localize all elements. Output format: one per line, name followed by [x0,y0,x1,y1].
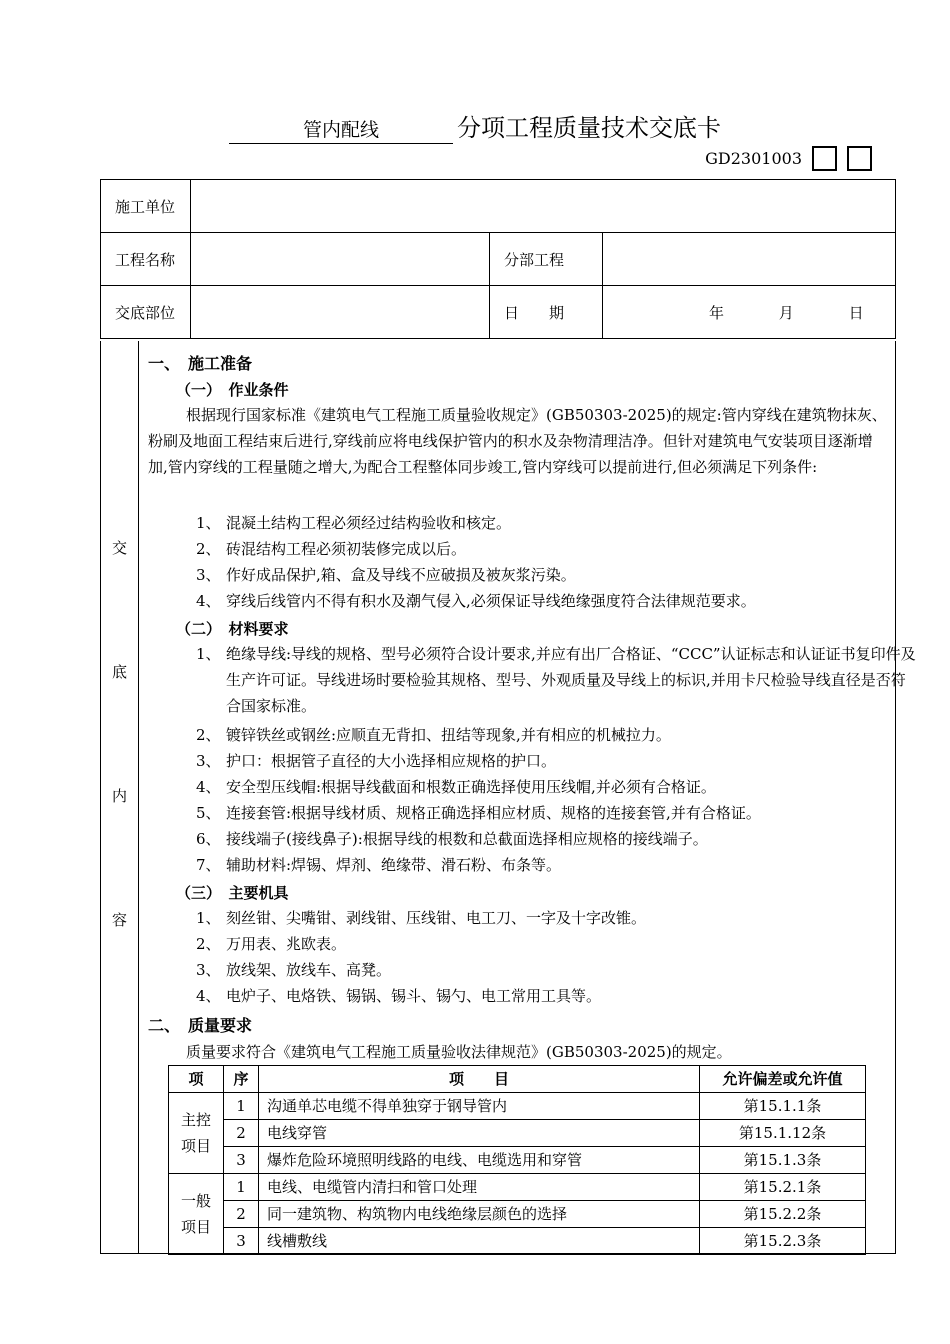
table-row: 一般项目 1 电线、电缆管内清扫和管口处理 第15.2.1条 [169,1174,866,1201]
part-label: 交底部位 [101,286,191,339]
side-char: 容 [112,911,128,929]
col-header: 允许偏差或允许值 [700,1066,866,1093]
list-item: 1、 绝缘导线:导线的规格、型号必须符合设计要求,并应有出厂合格证、“CCC”认证标志和认证证书复印件及生产许可证。导线进场时要检验其规格、型号、外观质量及导线上的标识,并用卡尺检验导线直径是否符合国家标准。 [196,645,916,715]
side-char: 底 [112,663,128,681]
page-title [0,108,950,144]
list-item: 4、 穿线后线管内不得有积水及潮气侵入,必须保证导线绝缘强度符合法律规范要求。 [196,592,756,610]
col-header: 序 [224,1066,259,1093]
division-label: 分部工程 [490,233,603,286]
sub3-title: （三） 主要机具 [176,884,289,902]
section1-title: 一、 施工准备 [148,354,253,373]
title-blank-field: 管内配线 [229,115,453,144]
checkbox-1[interactable] [812,146,837,171]
side-label-column [101,341,139,1253]
list-item: 3、 护口：根据管子直径的大小选择相应规格的护口。 [196,752,557,770]
col-header: 项 目 [259,1066,700,1093]
quality-table [168,1065,866,1255]
group-cell: 一般项目 [169,1174,224,1255]
document-code [705,146,872,171]
section2-paragraph: 质量要求符合《建筑电气工程施工质量验收法律规范》(GB50303-2025)的规定。 [186,1043,732,1061]
part-value[interactable] [191,286,490,339]
list-item: 1、 混凝土结构工程必须经过结构验收和核定。 [196,514,512,532]
unit-label: 施工单位 [101,180,191,233]
list-item: 1、 刻丝钳、尖嘴钳、剥线钳、压线钳、电工刀、一字及十字改锥。 [196,909,647,927]
disclosure-content [100,341,916,1254]
table-row: 2 电线穿管 第15.1.12条 [169,1120,866,1147]
date-month: 月 [778,303,794,322]
date-year: 年 [709,303,725,322]
list-item: 7、 辅助材料:焊锡、焊剂、绝缘带、滑石粉、布条等。 [196,856,562,874]
date-day: 日 [848,303,864,322]
division-value[interactable] [603,233,896,286]
checkbox-2[interactable] [847,146,872,171]
project-value[interactable] [191,233,490,286]
list-item: 4、 电炉子、电烙铁、锡锅、锡斗、锡勺、电工常用工具等。 [196,987,602,1005]
col-header: 项 [169,1066,224,1093]
date-label: 日 期 [490,286,603,339]
list-item: 3、 作好成品保护,箱、盒及导线不应破损及被灰浆污染。 [196,566,576,584]
table-row: 2 同一建筑物、构筑物内电线绝缘层颜色的选择 第15.2.2条 [169,1201,866,1228]
group-cell: 主控项目 [169,1093,224,1174]
side-char: 内 [112,787,128,805]
header-table [100,179,896,339]
sub2-title: （二） 材料要求 [176,620,289,638]
table-row: 3 线槽敷线 第15.2.3条 [169,1228,866,1255]
list-item: 5、 连接套管:根据导线材质、规格正确选择相应材质、规格的连接套管,并有合格证。 [196,804,761,822]
table-row: 3 爆炸危险环境照明线路的电线、电缆选用和穿管 第15.1.3条 [169,1147,866,1174]
list-item: 3、 放线架、放线车、高凳。 [196,961,392,979]
table-row: 主控项目 1 沟通单芯电缆不得单独穿于钢导管内 第15.1.1条 [169,1093,866,1120]
list-item: 2、 砖混结构工程必须初装修完成以后。 [196,540,467,558]
list-item: 2、 镀锌铁丝或钢丝:应顺直无背扣、扭结等现象,并有相应的机械拉力。 [196,726,671,744]
unit-value[interactable] [191,180,896,233]
code-text: GD2301003 [705,149,802,168]
side-char: 交 [112,539,128,557]
list-item: 2、 万用表、兆欧表。 [196,935,347,953]
section2-title: 二、 质量要求 [148,1016,253,1035]
table-header-row [169,1066,866,1093]
list-item: 4、 安全型压线帽:根据导线截面和根数正确选择使用压线帽,并必须有合格证。 [196,778,716,796]
sub1-title: （一） 作业条件 [176,381,289,399]
project-label: 工程名称 [101,233,191,286]
date-value[interactable] [603,286,896,339]
sub1-paragraph: 根据现行国家标准《建筑电气工程施工质量验收规定》(GB50303-2025)的规定:管内穿线在建筑物抹灰、粉刷及地面工程结束后进行,穿线前应将电线保护管内的积水及杂物清理洁净。但针对建筑电气安装项目逐渐增加,管内穿线的工程量随之增大,为配合工程整体同步竣工,管内穿线可以提前进行,但必须满足下列条件: [148,406,887,476]
list-item: 6、 接线端子(接线鼻子):根据导线的根数和总截面选择相应规格的接线端子。 [196,830,708,848]
title-main: 分项工程质量技术交底卡 [457,114,721,142]
